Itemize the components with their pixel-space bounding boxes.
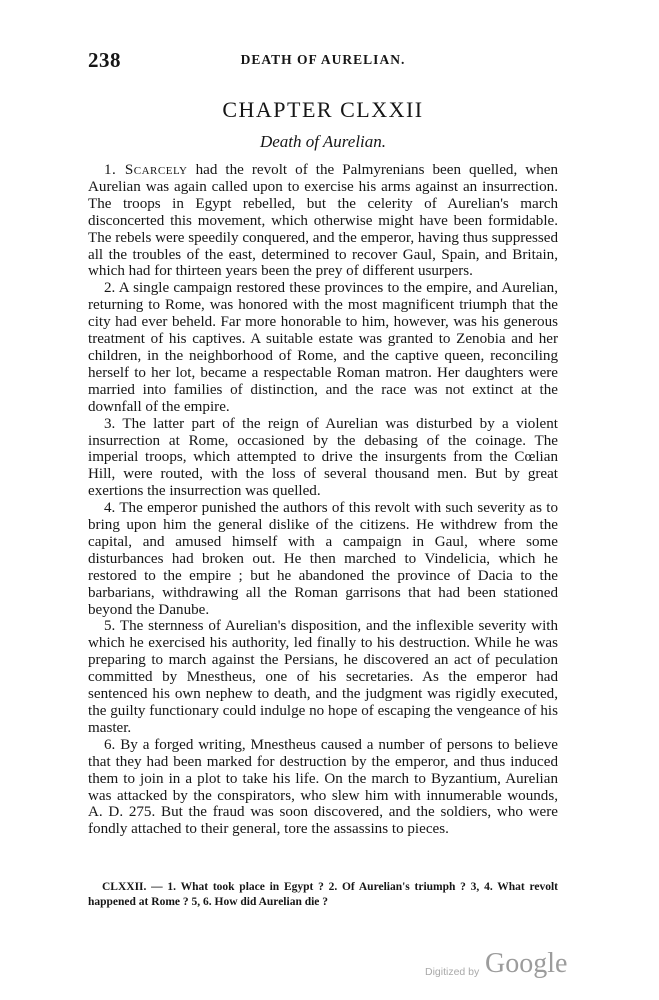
digitized-watermark (425, 948, 605, 984)
paragraph-text: 5. The sternness of Aurelian's disposition, and the inflexible severity with which he exercised his authority, led finally to his destruction. While he was preparing to march against the Persians, he discovered an act of peculation committed by Mnestheus, one of his secretaries. As the emperor had sentenced his own nephew to death, and the judgment was rigidly executed, the guilty functionary could indulge no hope of escaping the vengeance of his master. (88, 618, 558, 736)
paragraph-text: 2. A single campaign restored these provinces to the empire, and Aurelian, returning to Rome, was honored with the most magnificent triumph that the city had ever beheld. Far more honorable to him, however, was his generous treatment of his captives. A suitable estate was granted to Zenobia and her children, in the neighborhood of Rome, and the captive queen, reconciling herself to her lot, became a respectable Roman matron. Her daughters were married into families of distinction, and the race was not extinct at the downfall of the empire. (88, 280, 558, 415)
paragraph-lead: 1. Scarcely (104, 162, 188, 178)
footnote-questions: CLXXII. — 1. What took place in Egypt ? 2. Of Aurelian's triumph ? 3, 4. What revolt happened at Rome ? 5, 6. How did Aurelian die ? (88, 881, 558, 908)
paragraph-3 (88, 416, 558, 501)
paragraph-5 (88, 618, 558, 736)
chapter-heading: CHAPTER CLXXII (222, 97, 424, 122)
body-text (88, 162, 558, 838)
paragraph-6 (88, 737, 558, 838)
paragraph-1 (88, 162, 558, 280)
chapter-subtitle: Death of Aurelian. (259, 132, 387, 151)
paragraph-text: had the revolt of the Palmyrenians been quelled, when Aurelian was again called upon to exercise his arms against an insurrection. The troops in Egypt rebelled, but the celerity of Aurelian's march disconcerted this movement, which otherwise might have been formidable. The rebels were speedily conquered, and the emperor, having thus suppressed all the troubles of the east, determined to recover Gaul, Spain, and Britain, which had for thirteen years been the prey of different usurpers. (88, 162, 558, 280)
paragraph-text: 3. The latter part of the reign of Aurelian was disturbed by a violent insurrection at Rome, occasioned by the debasing of the coinage. The imperial troops, which attempted to drive the insurgents from the Cœlian Hill, were routed, with the loss of several thousand men. But by great exertions the insurrection was quelled. (88, 415, 558, 500)
page-number: 238 (88, 48, 121, 72)
paragraph-2 (88, 280, 558, 415)
watermark-label: Digitized by (425, 966, 480, 978)
running-title: DEATH OF AURELIAN. (240, 52, 406, 67)
paragraph-4 (88, 500, 558, 618)
running-head (88, 48, 558, 74)
google-logo: Google (485, 948, 568, 979)
paragraph-text: 6. By a forged writing, Mnestheus caused a number of persons to believe that they had been marked for destruction by the emperor, and thus induced them to join in a plot to take his life. On the march to Byzantium, Aurelian was attacked by the conspirators, who slew him with innumerable wounds, A. D. 275. But the fraud was soon discovered, and the soldiers, who were fondly attached to their general, tore the assassins to pieces. (88, 736, 558, 838)
paragraph-text: 4. The emperor punished the authors of this revolt with such severity as to bring upon him the general dislike of the citizens. He withdrew from the capital, and amused himself with a campaign in Gaul, where some disturbances had broken out. He then marched to Vindelicia, which he restored to the empire ; but he abandoned the province of Dacia to the barbarians, withdrawing all the Roman garrisons that had been stationed beyond the Danube. (88, 500, 558, 618)
